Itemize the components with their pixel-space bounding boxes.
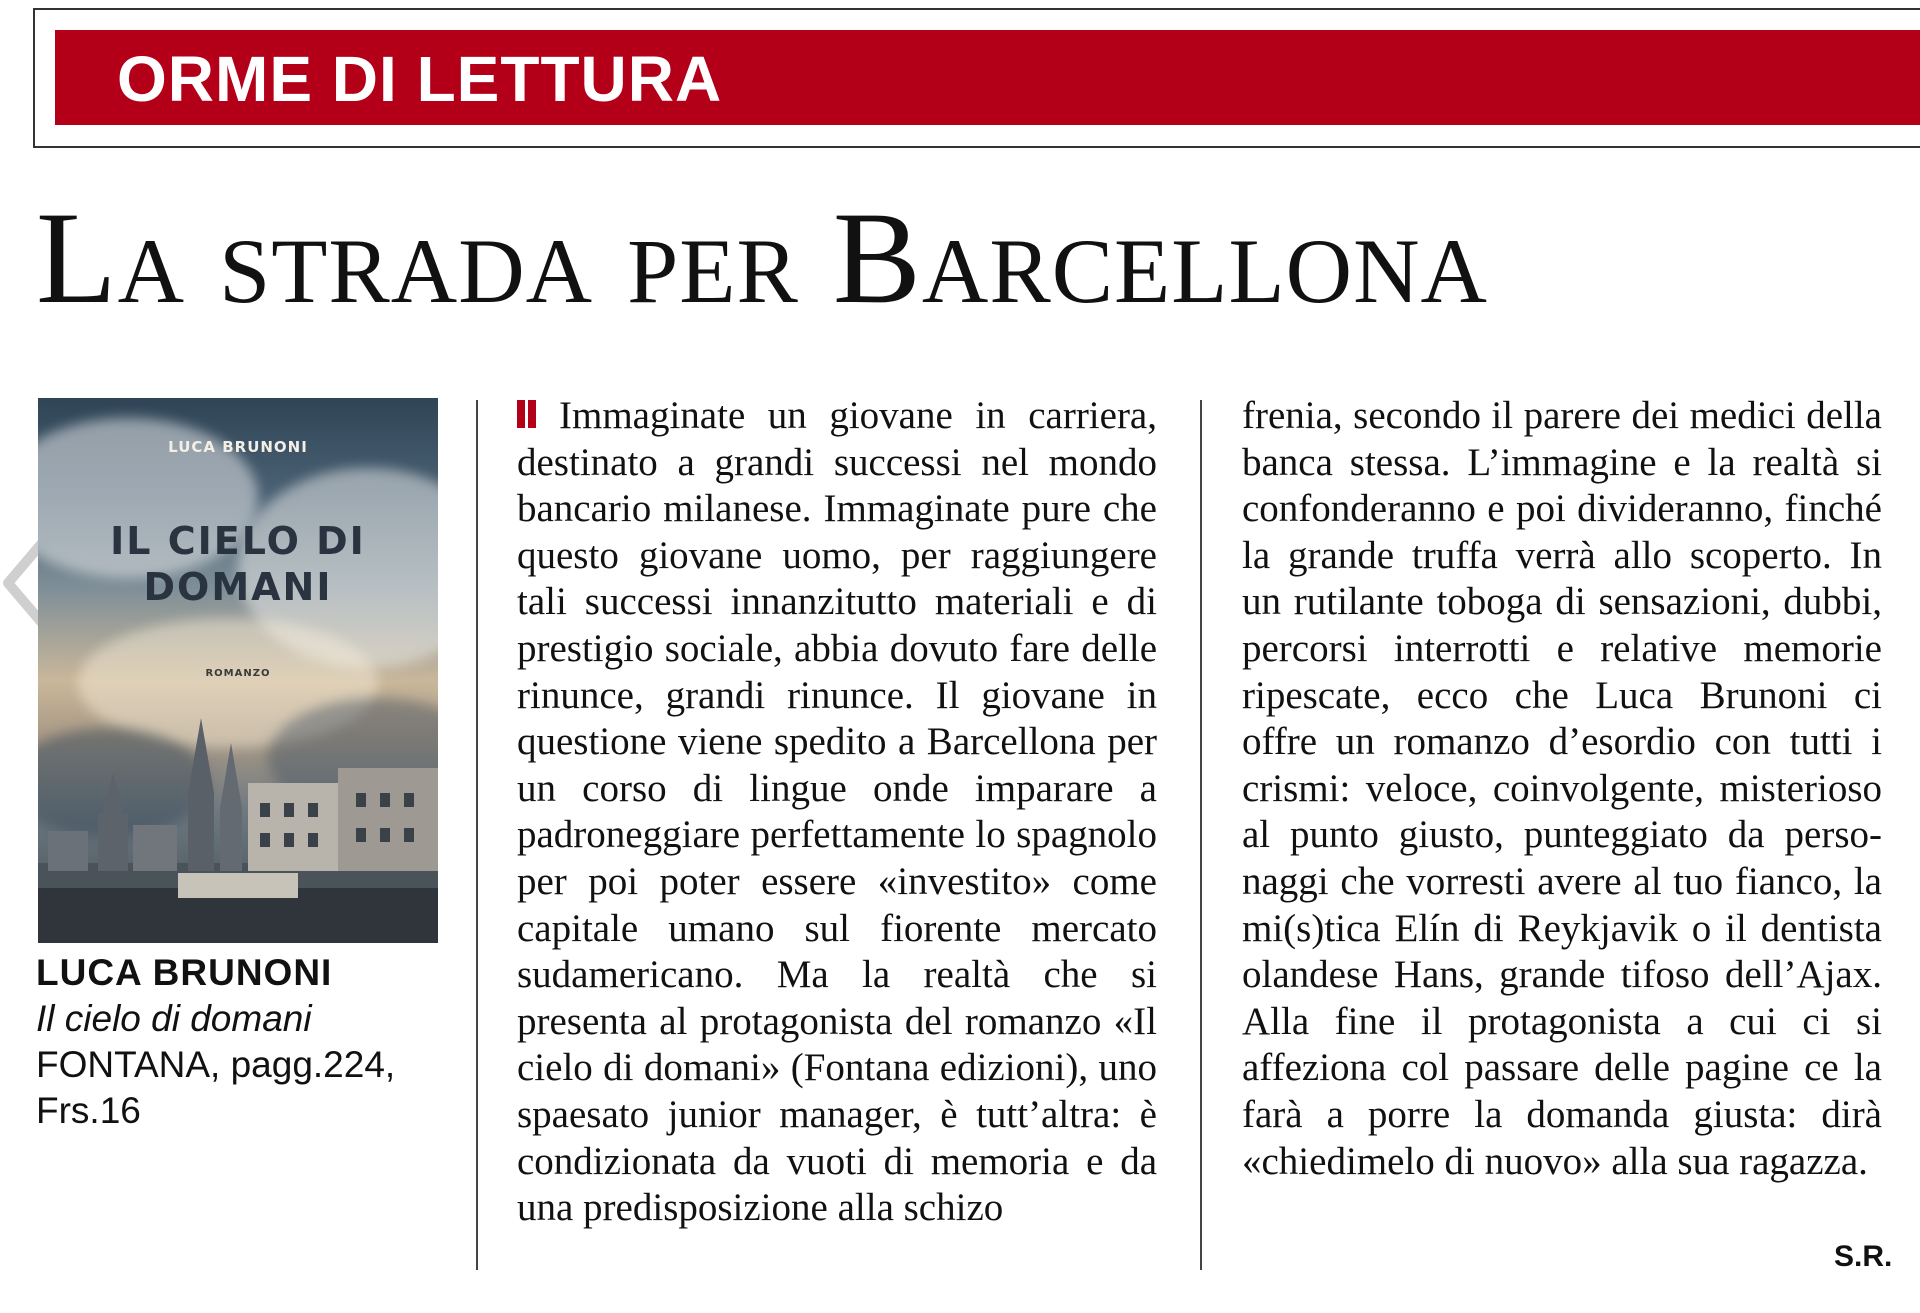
cover-author: LUCA BRUNONI — [168, 438, 308, 456]
book-publisher-pages: FONTANA, pagg.224, — [36, 1044, 396, 1085]
section-label: ORME DI LETTURA — [117, 43, 723, 115]
book-info — [36, 950, 456, 1134]
article-signature: S.R. — [1834, 1240, 1893, 1273]
cover-title — [38, 518, 438, 610]
cover-title-line1: IL CIELO DI — [110, 519, 366, 563]
cover-genre: ROMANZO — [205, 668, 271, 679]
column-rule-left — [476, 400, 478, 1270]
book-cover — [38, 398, 438, 943]
article-column-1 — [517, 393, 1157, 1232]
cover-title-line2: DOMANI — [143, 565, 333, 609]
book-title: Il cielo di domani — [36, 998, 312, 1039]
city-skyline-illustration — [38, 713, 438, 943]
column-rule-middle — [1200, 400, 1202, 1270]
headline: La strada per Barcellona — [36, 184, 1488, 331]
article-column-1-text: Immaginate un giovane in carriera, destinato a grandi successi nel mondo bancario milanese. Immaginate pure che questo giovane uomo, per raggiungere tali successi innanzitutto materiali e di prestigio sociale, abbia dovuto fare delle rinunce, grandi rinunce. Il giovane in questione viene spedito a Barcellona per un corso di lingue onde imparare a padroneggiare perfettamente lo spagnolo per poi poter essere «investito» come capitale umano sul fiorente mercato sudamericano. Ma la realtà che si presenta al protagonista del romanzo «Il cielo di domani» (Fontana edizioni), uno spaesato junior manager, è tutt’altra: è condizionata da vuoti di memoria e da una predisposizione alla schizo — [517, 394, 1157, 1230]
book-price: Frs.16 — [36, 1090, 141, 1131]
paragraph-marker-icon — [517, 393, 551, 421]
article-column-2 — [1242, 393, 1882, 1185]
article-column-2-text: frenia, secondo il parere dei medici della banca stessa. L’immagine e la realtà si confonderanno e poi divideranno, finché la grande truffa verrà allo scoperto. In un rutilante toboga di sensazioni, dubbi, percorsi interrotti e relative memorie ripescate, ecco che Luca Brunoni ci offre un romanzo d’esordio con tutti i crismi: veloce, coinvolgente, misterioso al punto giusto, punteggiato da personaggi che vorresti avere al tuo fianco, la mi(s)tica Elín di Reykjavik o il dentista olandese Hans, grande tifoso dell’Ajax. Alla fine il protagonista a cui ci si affeziona col passare delle pagine ce la farà a porre la domanda giusta: dirà «chiedimelo di nuovo» alla sua ragazza. — [1242, 394, 1882, 1183]
book-author: LUCA BRUNONI — [36, 952, 333, 993]
